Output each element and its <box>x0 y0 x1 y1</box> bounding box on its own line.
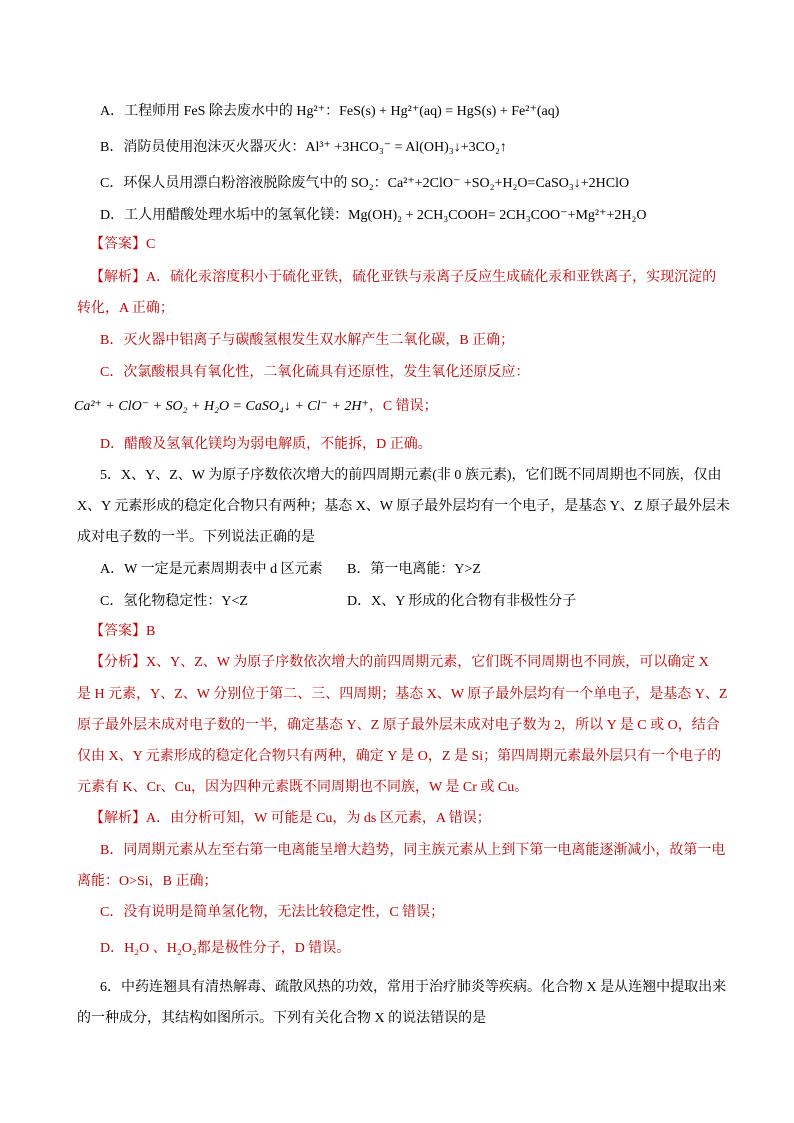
q5-reasoning-line-5: 元素有 K、Cr、Cu，因为四种元素既不同周期也不同族，W 是 Cr 或 Cu。 <box>77 780 529 795</box>
q4-analysis-line-4: C．次氯酸根具有氧化性，二氧化硫具有还原性，发生氧化还原反应： <box>100 365 530 380</box>
q5-analysis-line-5: D．H₂O 、H₂O₂都是极性分子，D 错误。 <box>100 941 351 956</box>
answer-value: C <box>146 237 156 252</box>
q4-option-b: B．消防员使用泡沫灭火器灭火：Al³⁺ +3HCO₃⁻ = Al(OH)₃↓+3CO₂↑ <box>100 140 507 155</box>
q4-analysis-line-5: D．醋酸及氢氧化镁均为弱电解质，不能拆，D 正确。 <box>100 437 432 452</box>
q4-equation-line <box>74 398 438 416</box>
q4-analysis-line-2: 转化，A 正确； <box>77 301 174 316</box>
equation-verdict: ，C 错误； <box>368 399 438 414</box>
answer-value: B <box>146 624 156 639</box>
q5-option-b: B．第一电离能：Y>Z <box>347 562 481 577</box>
analysis-label: 【解析】 <box>90 811 146 826</box>
redox-equation: Ca²⁺ + ClO⁻ + SO₂ + H₂O = CaSO₄↓ + Cl⁻ + 2H⁺ <box>74 399 369 414</box>
answer-label: 【答案】 <box>90 237 146 252</box>
q5-stem-line-3: 成对电子数的一半。下列说法正确的是 <box>77 530 315 545</box>
q5-stem-line-2: X、Y 元素形成的稳定化合物只有两种；基态 X、W 原子最外层均有一个电子，是基态 Y、Z 原子最外层未 <box>77 499 730 514</box>
q5-answer <box>90 623 155 641</box>
q5-stem-line-1: 5．X、Y、Z、W 为原子序数依次增大的前四周期元素(非 0 族元素)，它们既不同周期也不同族，仅由 <box>100 468 722 483</box>
reasoning-label: 【分析】 <box>90 655 146 670</box>
analysis-text: A．由分析可知，W 可能是 Cu，为 ds 区元素，A 错误； <box>146 811 491 826</box>
analysis-text: A．硫化汞溶度积小于硫化亚铁，硫化亚铁与汞离子反应生成硫化汞和亚铁离子，实现沉淀的 <box>146 270 717 285</box>
q4-answer <box>90 236 155 254</box>
answer-label: 【答案】 <box>90 624 146 639</box>
reasoning-text: X、Y、Z、W 为原子序数依次增大的前四周期元素，它们既不同周期也不同族，可以确定 X <box>146 655 709 670</box>
q4-option-c: C．环保人员用漂白粉溶液脱除废气中的 SO₂：Ca²⁺+2ClO⁻ +SO₂+H₂O=CaSO₃↓+2HClO <box>100 176 630 191</box>
q6-stem-line-2: 的一种成分，其结构如图所示。下列有关化合物 X 的说法错误的是 <box>77 1011 487 1026</box>
q5-analysis-line-2: B．同周期元素从左至右第一电离能呈增大趋势，同主族元素从上到下第一电离能逐渐减小，故第一电 <box>100 843 726 858</box>
q5-option-a: A．W 一定是元素周期表中 d 区元素 <box>100 562 323 577</box>
q5-reasoning-line-3: 原子最外层未成对电子数的一半，确定基态 Y、Z 原子最外层未成对电子数为 2，所以 Y 是 C 或 O，结合 <box>77 718 720 733</box>
q5-reasoning-line-1 <box>90 654 709 672</box>
q5-option-d: D．X、Y 形成的化合物有非极性分子 <box>347 594 577 609</box>
q4-analysis-line-3: B．灭火器中铝离子与碳酸氢根发生双水解产生二氧化碳，B 正确； <box>100 333 515 348</box>
q4-option-a: A．工程师用 FeS 除去废水中的 Hg²⁺：FeS(s) + Hg²⁺(aq) = HgS(s) + Fe²⁺(aq) <box>100 104 560 119</box>
q4-analysis-line-1 <box>90 269 716 287</box>
q5-reasoning-line-4: 仅由 X、Y 元素形成的稳定化合物只有两种，确定 Y 是 O，Z 是 Si；第四周期元素最外层只有一个电子的 <box>77 749 722 764</box>
q6-stem-line-1: 6．中药连翘具有清热解毒、疏散风热的功效，常用于治疗肺炎等疾病。化合物 X 是从连翘中提取出来 <box>100 980 727 995</box>
q5-analysis-line-3: 离能：O>Si，B 正确； <box>77 874 218 889</box>
q5-analysis-line-1 <box>90 810 491 828</box>
q5-reasoning-line-2: 是 H 元素，Y、Z、W 分别位于第二、三、四周期；基态 X、W 原子最外层均有一个单电子，是基态 Y、Z <box>77 687 728 702</box>
q5-option-c: C．氢化物稳定性：Y<Z <box>100 594 248 609</box>
q4-option-d: D．工人用醋酸处理水垢中的氢氧化镁：Mg(OH)₂ + 2CH₃COOH= 2CH₃COO⁻+Mg²⁺+2H₂O <box>100 208 647 223</box>
analysis-label: 【解析】 <box>90 270 146 285</box>
q5-analysis-line-4: C．没有说明是简单氢化物，无法比较稳定性，C 错误； <box>100 905 445 920</box>
